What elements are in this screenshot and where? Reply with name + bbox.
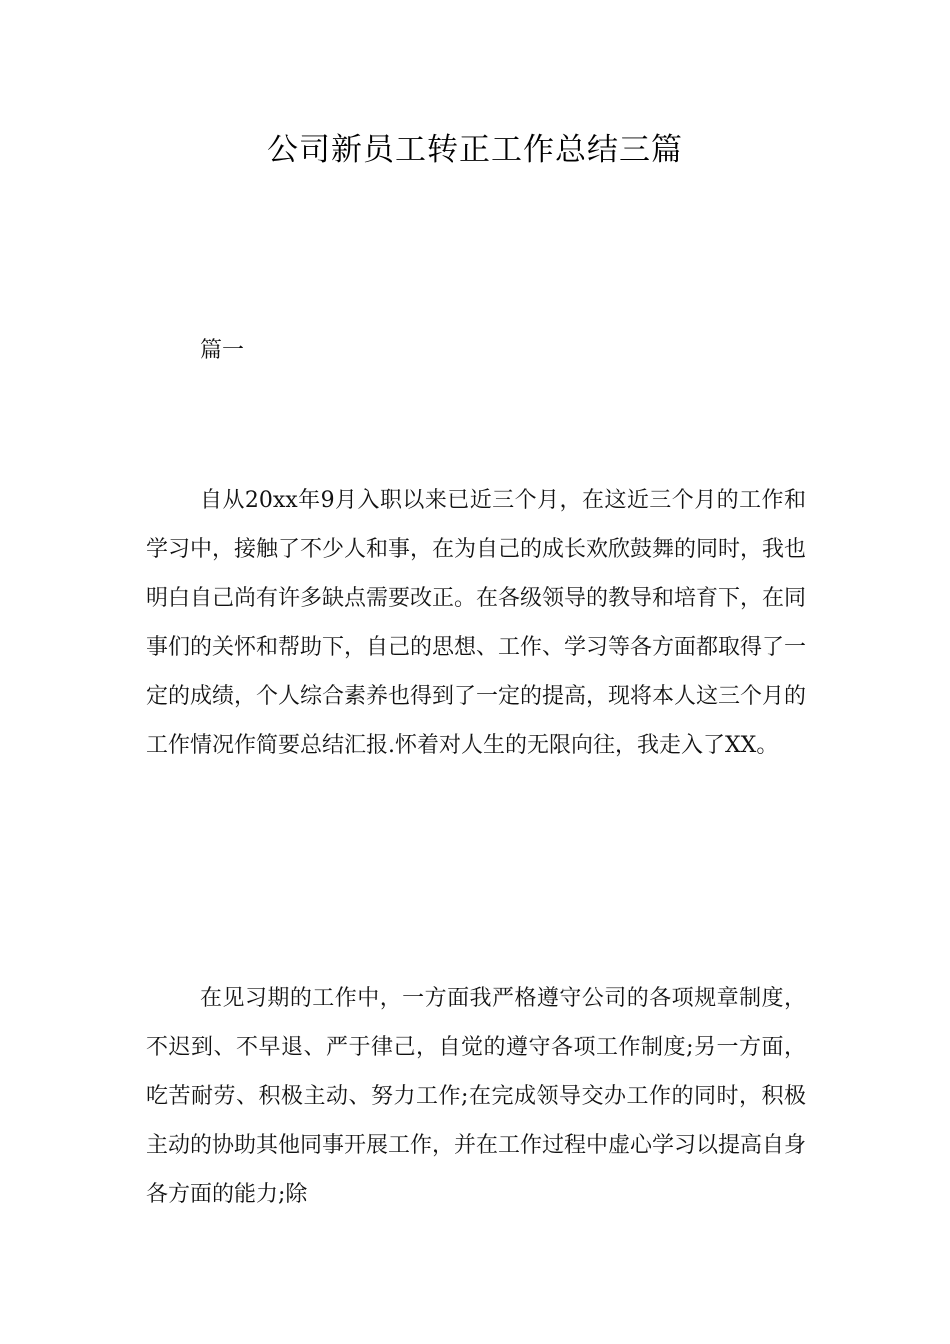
- document-title: 公司新员工转正工作总结三篇: [267, 132, 683, 168]
- section-heading: 篇一: [200, 338, 245, 363]
- body-paragraph-1: 自从20xx年9月入职以来已近三个月，在这近三个月的工作和学习中，接触了不少人和事，在为自己的成长欢欣鼓舞的同时，我也明白自己尚有许多缺点需要改正。在各级领导的教导和培育下，在同事们的关怀和帮助下，自己的思想、工作、学习等各方面都取得了一定的成绩，个人综合素养也得到了一定的提高，现将本人这三个月的工作情况作简要总结汇报.怀着对人生的无限向往，我走入了XX。: [146, 488, 807, 758]
- body-paragraph-2: 在见习期的工作中，一方面我严格遵守公司的各项规章制度，不迟到、不早退、严于律己，自觉的遵守各项工作制度;另一方面，吃苦耐劳、积极主动、努力工作;在完成领导交办工作的同时，积极主动的协助其他同事开展工作，并在工作过程中虚心学习以提高自身各方面的能力;除: [146, 986, 807, 1207]
